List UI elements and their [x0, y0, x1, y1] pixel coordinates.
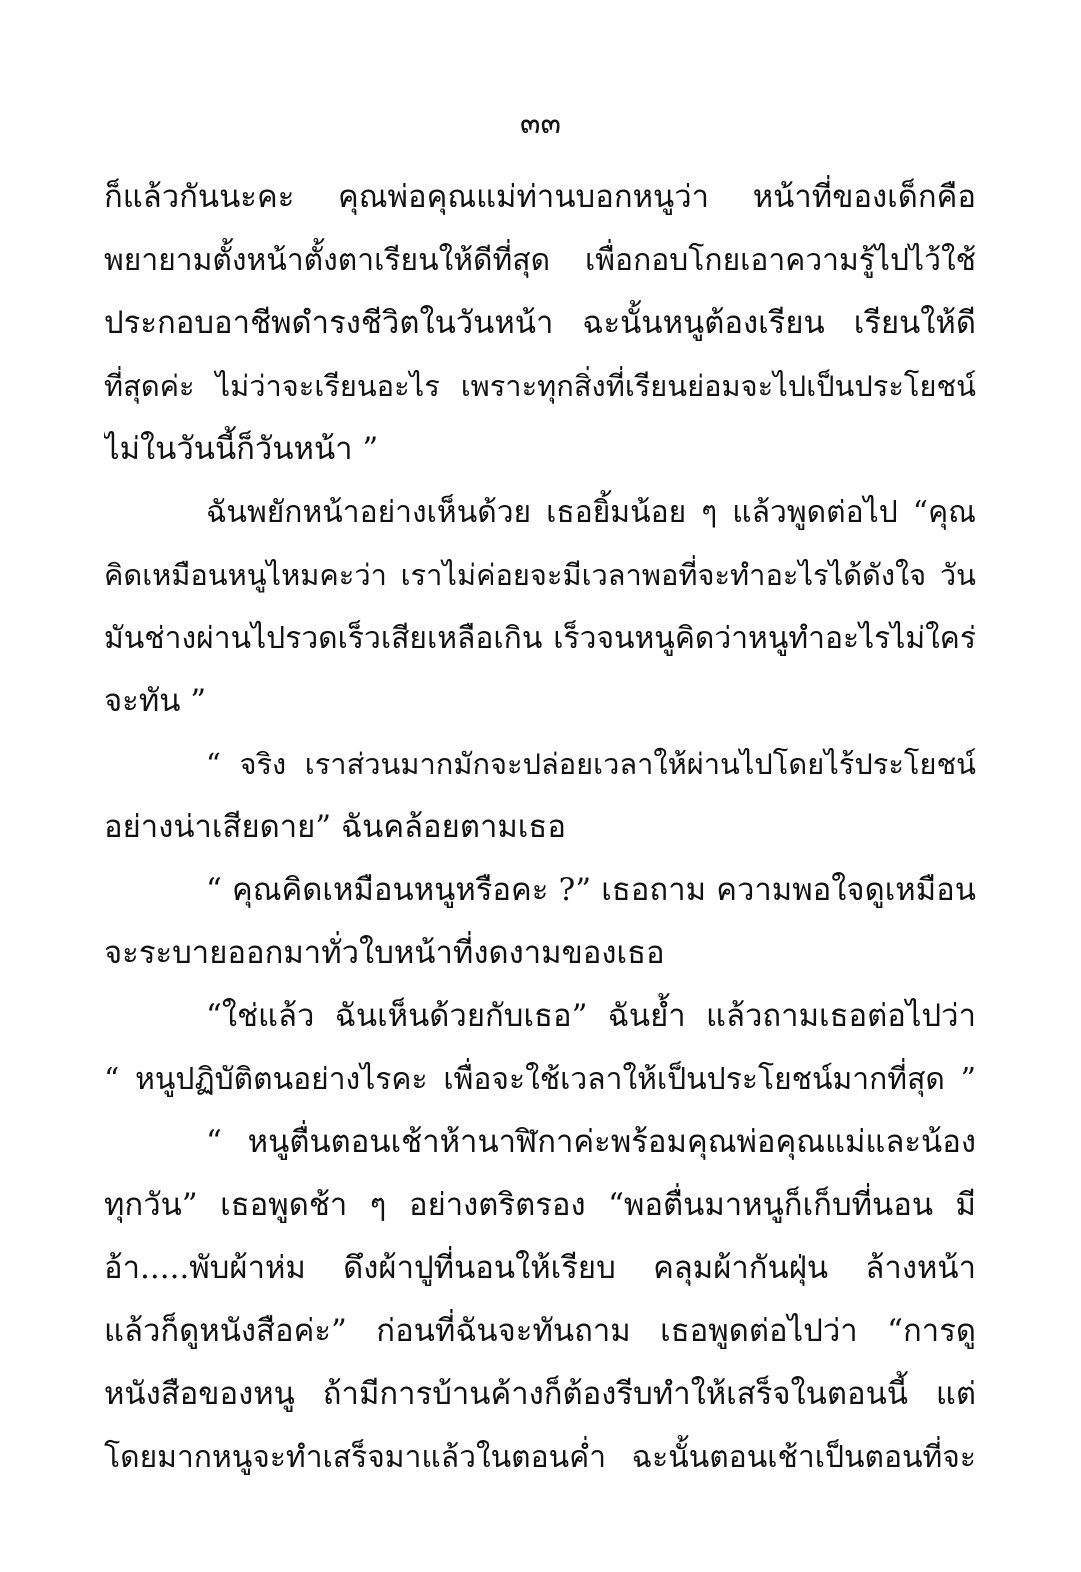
- text-line: “ใช่แล้ว ฉันเห็นด้วยกับเธอ” ฉันย้ำ แล้วถามเธอต่อไปว่า: [206, 998, 976, 1034]
- text-line: ฉันพยักหน้าอย่างเห็นด้วย เธอยิ้มน้อย ๆ แล้วพูดต่อไป “คุณ: [206, 495, 976, 530]
- text-line: “ คุณคิดเหมือนหนูหรือคะ ?” เธอถาม ความพอใจดูเหมือน: [206, 872, 976, 908]
- text-line: อย่างน่าเสียดาย” ฉันคล้อยตามเธอ: [104, 809, 566, 845]
- body-text: [104, 166, 976, 1489]
- text-line: ที่สุดค่ะ ไม่ว่าจะเรียนอะไร เพราะทุกสิ่งที่เรียนย่อมจะไปเป็นประโยชน์: [104, 369, 976, 403]
- text-line: “ หนูตื่นตอนเช้าห้านาฬิกาค่ะพร้อมคุณพ่อคุณแม่และน้อง: [206, 1124, 976, 1160]
- text-line: มันช่างผ่านไปรวดเร็วเสียเหลือเกิน เร็วจนหนูคิดว่าหนูทำอะไรไม่ใคร่: [104, 621, 976, 656]
- text-line: คิดเหมือนหนูไหมคะว่า เราไม่ค่อยจะมีเวลาพอที่จะทำอะไรได้ดังใจ วัน: [104, 558, 976, 592]
- text-line: “ จริง เราส่วนมากมักจะปล่อยเวลาให้ผ่านไปโดยไร้ประโยชน์: [206, 747, 976, 781]
- text-line: จะทัน ”: [104, 683, 207, 719]
- text-line: ประกอบอาชีพดำรงชีวิตในวันหน้า ฉะนั้นหนูต้องเรียน เรียนให้ดี: [104, 305, 976, 341]
- text-line: แล้วก็ดูหนังสือค่ะ” ก่อนที่ฉันจะทันถาม เธอพูดต่อไปว่า “การดู: [104, 1313, 976, 1349]
- page-number: ๓๓: [519, 106, 561, 141]
- text-line: “ หนูปฏิบัติตนอย่างไรคะ เพื่อจะใช้เวลาให้เป็นประโยชน์มากที่สุด ”: [104, 1062, 976, 1097]
- text-line: ก็แล้วกันนะคะ คุณพ่อคุณแม่ท่านบอกหนูว่า หน้าที่ของเด็กคือ: [104, 179, 976, 215]
- text-line: พยายามตั้งหน้าตั้งตาเรียนให้ดีที่สุด เพื่อกอบโกยเอาความรู้ไปไว้ใช้: [104, 243, 976, 278]
- text-line: ทุกวัน” เธอพูดช้า ๆ อย่างตริตรอง “พอตื่นมาหนูก็เก็บที่นอน มี: [104, 1187, 976, 1223]
- text-line: ไม่ในวันนี้ก็วันหน้า ”: [104, 431, 379, 467]
- text-line: อ้า.....พับผ้าห่ม ดึงผ้าปูที่นอนให้เรียบ คลุมผ้ากันฝุ่น ล้างหน้า: [104, 1250, 976, 1286]
- text-line: จะระบายออกมาทั่วใบหน้าที่งดงามของเธอ: [104, 935, 665, 971]
- text-line: โดยมากหนูจะทำเสร็จมาแล้วในตอนค่ำ ฉะนั้นตอนเช้าเป็นตอนที่จะ: [104, 1440, 976, 1475]
- text-line: หนังสือของหนู ถ้ามีการบ้านค้างก็ต้องรีบทำให้เสร็จในตอนนี้ แต่: [104, 1376, 976, 1412]
